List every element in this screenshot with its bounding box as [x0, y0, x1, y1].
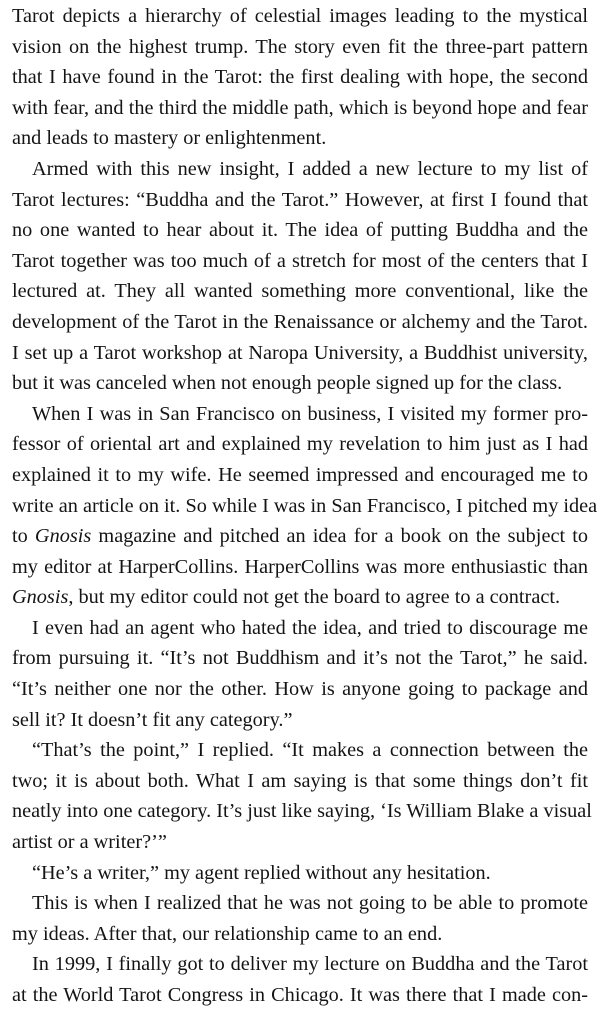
italic-title: Gnosis — [12, 586, 69, 609]
paragraph — [12, 949, 588, 1010]
text-line: Gnosis, but my editor could not get the board to agree to a contract. — [12, 586, 561, 609]
paragraph — [12, 613, 588, 735]
text-line: vision on the highest trump. The story even fit the three-part pattern — [12, 35, 588, 58]
text-line: sell it? It doesn’t fit any category.” — [12, 708, 293, 731]
text-line: Armed with this new insight, I added a new lecture to my list of — [32, 157, 588, 180]
text-line: Tarot together was too much of a stretch for most of the centers that I — [12, 249, 588, 272]
text-line: explained it to my wife. He seemed impressed and encouraged me to — [12, 463, 588, 486]
paragraph — [12, 399, 598, 613]
text-line: I even had an agent who hated the idea, and tried to discourage me — [32, 616, 588, 639]
text-line: to Gnosis magazine and pitched an idea for a book on the subject to — [12, 525, 588, 548]
text-line: two; it is about both. What I am saying is that some things don’t fit — [12, 769, 588, 792]
text-line: “It’s neither one nor the other. How is anyone going to package and — [12, 678, 588, 701]
text-line: my ideas. After that, our relationship came to an end. — [12, 922, 443, 945]
paragraph — [12, 154, 588, 399]
text-line: This is when I realized that he was not going to be able to promote — [32, 892, 588, 915]
text-line: “That’s the point,” I replied. “It makes a connection between the — [32, 739, 588, 762]
text-line: fessor of oriental art and explained my revelation to him just as I had — [12, 433, 588, 456]
italic-title: Gnosis — [34, 525, 92, 548]
paragraph — [12, 735, 592, 857]
paragraph — [12, 858, 588, 889]
text-line: but it was canceled when not enough people signed up for the class. — [12, 372, 563, 395]
text-line: development of the Tarot in the Renaissance or alchemy and the Tarot. — [12, 310, 588, 333]
text-line: write an article on it. So while I was in San Francisco, I pitched my idea — [12, 494, 598, 517]
text-line: and leads to mastery or enlightenment. — [12, 127, 327, 150]
text-line: that I have found in the Tarot: the first dealing with hope, the second — [12, 66, 588, 89]
text-line: no one wanted to hear about it. The idea of putting Buddha and the — [12, 219, 588, 242]
text-line: from pursuing it. “It’s not Buddhism and it’s not the Tarot,” he said. — [12, 647, 588, 670]
text-line: When I was in San Francisco on business, I visited my former pro- — [32, 402, 588, 425]
text-line: neatly into one category. It’s just like saying, ‘Is William Blake a visual — [12, 800, 592, 823]
text-line: my editor at HarperCollins. HarperCollins was more enthusiastic than — [12, 555, 588, 578]
text-line: with fear, and the third the middle path, which is beyond hope and fear — [12, 96, 588, 119]
paragraph — [12, 888, 588, 949]
text-line: Tarot depicts a hierarchy of celestial images leading to the mystical — [12, 5, 588, 27]
text-line: I set up a Tarot workshop at Naropa University, a Buddhist university, — [12, 341, 588, 364]
book-page — [12, 1, 598, 1011]
text-line: Tarot lectures: “Buddha and the Tarot.” However, at first I found that — [12, 188, 588, 211]
text-line: artist or a writer?’” — [12, 831, 167, 854]
text-line: at the World Tarot Congress in Chicago. It was there that I made con- — [12, 984, 588, 1006]
text-line: lectured at. They all wanted something more conventional, like the — [12, 280, 588, 303]
text-line: “He’s a writer,” my agent replied without any hesitation. — [32, 861, 491, 884]
paragraph — [12, 1, 588, 154]
text-line: In 1999, I finally got to deliver my lecture on Buddha and the Tarot — [32, 953, 588, 976]
